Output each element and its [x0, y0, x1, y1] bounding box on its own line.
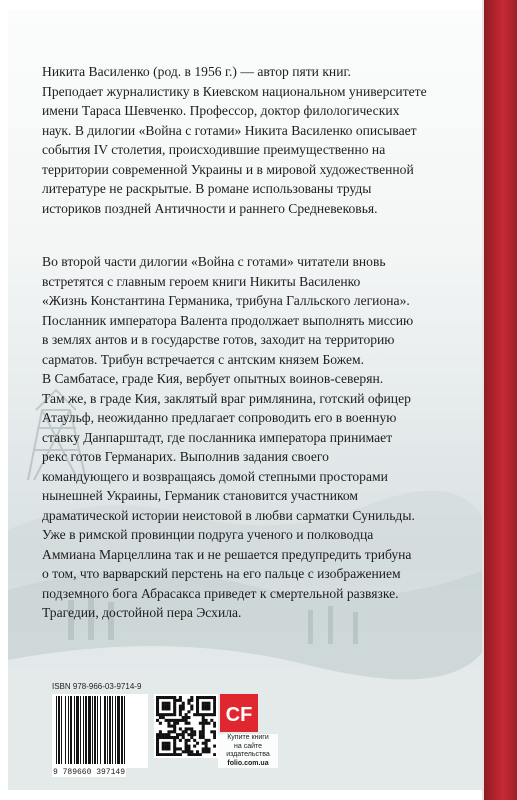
barcode-bar — [112, 696, 113, 764]
qr-module — [185, 719, 188, 722]
barcode-bar — [94, 696, 96, 764]
qr-module — [199, 733, 202, 736]
qr-module — [173, 722, 176, 725]
qr-module — [196, 710, 199, 713]
publisher-logo — [220, 694, 258, 732]
qr-module — [196, 707, 199, 710]
qr-module — [179, 739, 182, 742]
qr-module — [196, 699, 199, 702]
qr-module — [167, 747, 170, 750]
qr-module — [182, 750, 185, 753]
annotation-line: события IV столетия, происходившие преимущественно на — [42, 142, 386, 157]
qr-module — [165, 745, 168, 748]
qr-module — [196, 705, 199, 708]
qr-module — [205, 739, 208, 742]
qr-module — [187, 747, 190, 750]
qr-module — [173, 727, 176, 730]
qr-module — [170, 713, 173, 716]
qr-module — [179, 727, 182, 730]
qr-module — [207, 713, 210, 716]
qr-module — [205, 702, 208, 705]
qr-module — [187, 727, 190, 730]
qr-module — [159, 753, 162, 756]
qr-module — [202, 747, 205, 750]
qr-module — [182, 730, 185, 733]
qr-module — [187, 739, 190, 742]
qr-module — [173, 730, 176, 733]
qr-module — [185, 745, 188, 748]
qr-module — [167, 753, 170, 756]
qr-module — [207, 722, 210, 725]
qr-module — [167, 725, 170, 728]
qr-module — [165, 736, 168, 739]
qr-module — [176, 736, 179, 739]
qr-module — [202, 742, 205, 745]
qr-module — [187, 702, 190, 705]
qr-module — [167, 730, 170, 733]
qr-module — [173, 725, 176, 728]
qr-module — [162, 716, 165, 719]
qr-module — [162, 753, 165, 756]
qr-module — [165, 702, 168, 705]
barcode-bar — [107, 696, 108, 764]
publisher-logo-letters: CF — [225, 704, 253, 726]
qr-module — [162, 696, 165, 699]
qr-module — [193, 745, 196, 748]
qr-module — [199, 713, 202, 716]
qr-module — [156, 702, 159, 705]
qr-module — [167, 713, 170, 716]
qr-module — [167, 719, 170, 722]
qr-module — [210, 696, 213, 699]
qr-module — [170, 730, 173, 733]
qr-module — [156, 742, 159, 745]
qr-module — [213, 733, 216, 736]
qr-module — [182, 702, 185, 705]
synopsis-line: нынешней Украины, Германик становится участником — [42, 488, 359, 503]
qr-module — [190, 696, 193, 699]
qr-code — [154, 694, 218, 758]
qr-module — [182, 707, 185, 710]
qr-module — [185, 722, 188, 725]
barcode-area — [52, 682, 282, 780]
qr-module — [156, 750, 159, 753]
synopsis-line: Трагедии, достойной пера Эсхила. — [42, 605, 242, 620]
qr-module — [196, 696, 199, 699]
qr-module — [213, 707, 216, 710]
qr-module — [165, 733, 168, 736]
qr-module — [207, 739, 210, 742]
qr-module — [190, 750, 193, 753]
qr-module — [199, 730, 202, 733]
qr-module — [165, 713, 168, 716]
qr-module — [213, 745, 216, 748]
qr-module — [185, 750, 188, 753]
qr-module — [207, 705, 210, 708]
qr-module — [173, 702, 176, 705]
qr-module — [213, 722, 216, 725]
synopsis-line: Атаульф, неожиданно предлагает сопроводить его в военную — [42, 410, 397, 425]
qr-module — [185, 713, 188, 716]
qr-module — [156, 753, 159, 756]
qr-module — [173, 753, 176, 756]
annotation-line: историков поздней Античности и раннего Средневековья. — [42, 200, 378, 216]
annotation-line: наук. В дилогии «Война с готами» Никита Василенко описывает — [42, 122, 417, 138]
qr-module — [213, 725, 216, 728]
qr-module — [187, 722, 190, 725]
qr-module — [165, 705, 168, 708]
qr-module — [207, 702, 210, 705]
qr-module — [179, 747, 182, 750]
qr-module — [179, 713, 182, 716]
synopsis-line: встретятся с главным героем книги Никиты Василенко — [42, 273, 361, 289]
qr-module — [213, 705, 216, 708]
qr-module — [167, 736, 170, 739]
qr-module — [205, 745, 208, 748]
publisher-line: издательства — [226, 751, 270, 758]
qr-module — [182, 719, 185, 722]
qr-module — [176, 753, 179, 756]
qr-module — [162, 707, 165, 710]
qr-module — [185, 739, 188, 742]
qr-module — [167, 722, 170, 725]
qr-module — [202, 750, 205, 753]
qr-module — [199, 736, 202, 739]
barcode-bar — [121, 696, 123, 764]
qr-module — [176, 699, 179, 702]
qr-module — [156, 705, 159, 708]
qr-module — [187, 745, 190, 748]
qr-module — [202, 733, 205, 736]
qr-module — [167, 696, 170, 699]
qr-module — [167, 702, 170, 705]
qr-module — [190, 733, 193, 736]
barcode-bar — [61, 696, 62, 764]
synopsis-line: Во второй части дилогии «Война с готами» читатели вновь — [42, 254, 386, 269]
qr-module — [173, 696, 176, 699]
qr-module — [193, 739, 196, 742]
qr-module — [213, 730, 216, 733]
qr-module — [156, 707, 159, 710]
qr-module — [170, 725, 173, 728]
qr-module — [165, 707, 168, 710]
qr-module — [179, 705, 182, 708]
qr-module — [182, 736, 185, 739]
qr-module — [213, 710, 216, 713]
qr-module — [159, 722, 162, 725]
synopsis-line: Там же, в граде Кия, заклятый враг римлянина, готский офицер — [42, 390, 411, 406]
qr-module — [207, 707, 210, 710]
qr-module — [210, 719, 213, 722]
qr-module — [193, 713, 196, 716]
qr-module — [190, 707, 193, 710]
qr-module — [205, 722, 208, 725]
qr-module — [179, 719, 182, 722]
qr-module — [165, 719, 168, 722]
qr-module — [185, 716, 188, 719]
qr-module — [179, 733, 182, 736]
synopsis-line: в землях антов и в государстве готов, заходит на территорию — [42, 332, 395, 347]
qr-module — [213, 699, 216, 702]
qr-module — [162, 736, 165, 739]
qr-module — [156, 710, 159, 713]
book-spine — [484, 0, 517, 800]
qr-module — [173, 713, 176, 716]
synopsis-line: сарматов. Трибун встречается с антским князем Божем. — [42, 351, 364, 367]
synopsis-line: В Самбатасе, граде Кия, вербует опытных воинов-северян. — [42, 371, 384, 386]
qr-module — [167, 733, 170, 736]
synopsis-line: командующего и возвращаясь домой степными просторами — [42, 468, 388, 484]
qr-module — [199, 722, 202, 725]
qr-module — [196, 753, 199, 756]
qr-module — [162, 702, 165, 705]
qr-module — [159, 716, 162, 719]
qr-module — [213, 702, 216, 705]
qr-module — [182, 705, 185, 708]
qr-module — [187, 753, 190, 756]
qr-module — [156, 745, 159, 748]
annotation-line: Преподает журналистику в Киевском национальном университете — [42, 83, 427, 99]
qr-module — [202, 705, 205, 708]
qr-module — [193, 753, 196, 756]
barcode-bar — [117, 696, 120, 764]
qr-module — [202, 727, 205, 730]
barcode-bar — [80, 696, 81, 764]
qr-module — [156, 736, 159, 739]
qr-module — [187, 733, 190, 736]
qr-module — [162, 713, 165, 716]
qr-module — [213, 713, 216, 716]
qr-module — [173, 750, 176, 753]
synopsis-line: рекс готов Германарих. Выполнив задания своего — [42, 449, 329, 464]
qr-module — [205, 750, 208, 753]
qr-module — [202, 702, 205, 705]
qr-module — [167, 707, 170, 710]
cover-background — [8, 10, 484, 790]
qr-module — [207, 696, 210, 699]
qr-module — [202, 707, 205, 710]
qr-module — [156, 696, 159, 699]
qr-module — [159, 696, 162, 699]
qr-module — [213, 753, 216, 756]
isbn-label: ISBN 978-966-03-9714-9 — [52, 682, 142, 691]
barcode-bar — [76, 696, 79, 764]
qr-module — [190, 736, 193, 739]
synopsis-line: Аммиана Марцеллина так и не решается предупредить трибуна — [42, 546, 412, 562]
synopsis-line: Посланник императора Валента продолжает выполнять миссию — [42, 312, 414, 328]
qr-module — [173, 742, 176, 745]
qr-module — [202, 722, 205, 725]
qr-module — [170, 696, 173, 699]
barcode-digits: 9 789660 397149 — [53, 768, 126, 777]
qr-module — [187, 710, 190, 713]
synopsis-line: драматической истории неистовой в любви сарматки Сунильды. — [42, 507, 415, 523]
barcode-bar — [104, 696, 106, 764]
synopsis-line: Уже в римской провинции подруга ученого и полководца — [42, 527, 374, 542]
qr-module — [187, 716, 190, 719]
qr-module — [173, 705, 176, 708]
qr-module — [205, 719, 208, 722]
qr-module — [179, 707, 182, 710]
synopsis-line: ставку Данпарштадт, где посланника императора принимает — [42, 429, 393, 445]
qr-module — [205, 705, 208, 708]
barcode-bar — [85, 696, 87, 764]
qr-module — [205, 742, 208, 745]
qr-module — [179, 753, 182, 756]
qr-module — [185, 730, 188, 733]
qr-module — [179, 696, 182, 699]
qr-module — [173, 745, 176, 748]
qr-module — [176, 747, 179, 750]
qr-module — [210, 730, 213, 733]
qr-module — [156, 699, 159, 702]
qr-module — [173, 710, 176, 713]
qr-module — [167, 742, 170, 745]
barcode-bar — [58, 696, 60, 764]
qr-module — [202, 716, 205, 719]
qr-module — [173, 739, 176, 742]
qr-module — [182, 733, 185, 736]
barcode-bar — [97, 696, 98, 764]
qr-module — [193, 733, 196, 736]
qr-module — [185, 742, 188, 745]
qr-module — [202, 713, 205, 716]
qr-module — [190, 727, 193, 730]
qr-module — [202, 730, 205, 733]
qr-module — [205, 707, 208, 710]
qr-module — [156, 719, 159, 722]
author-annotation — [42, 62, 484, 218]
qr-module — [173, 747, 176, 750]
qr-module — [156, 733, 159, 736]
barcode-image — [52, 694, 148, 768]
annotation-line: территории современной Украины и в мировой художественной — [42, 161, 414, 177]
annotation-line: Никита Василенко (род. в 1956 г.) — автор пяти книг. — [42, 64, 351, 79]
publisher-website: folio.com.ua — [227, 759, 269, 767]
qr-module — [165, 753, 168, 756]
qr-module — [165, 747, 168, 750]
book-synopsis — [42, 252, 484, 623]
qr-module — [205, 713, 208, 716]
qr-module — [190, 699, 193, 702]
barcode-bar — [109, 696, 111, 764]
qr-module — [202, 696, 205, 699]
qr-module — [162, 705, 165, 708]
qr-module — [159, 733, 162, 736]
qr-module — [170, 736, 173, 739]
qr-module — [156, 747, 159, 750]
qr-module — [196, 702, 199, 705]
qr-module — [173, 719, 176, 722]
qr-module — [179, 710, 182, 713]
barcode-bar — [74, 696, 75, 764]
qr-module — [173, 736, 176, 739]
qr-module — [167, 705, 170, 708]
qr-module — [185, 747, 188, 750]
qr-module — [165, 696, 168, 699]
qr-module — [207, 747, 210, 750]
barcode-bar — [100, 696, 101, 764]
qr-module — [185, 727, 188, 730]
barcode-bar — [56, 696, 57, 764]
qr-module — [165, 742, 168, 745]
qr-module — [162, 733, 165, 736]
qr-module — [187, 699, 190, 702]
qr-module — [170, 719, 173, 722]
qr-module — [156, 739, 159, 742]
qr-module — [173, 699, 176, 702]
qr-module — [193, 730, 196, 733]
barcode-bar — [124, 696, 125, 764]
synopsis-line: подземного бога Абрасакса приведет к смертельной развязке. — [42, 585, 399, 601]
qr-module — [202, 725, 205, 728]
qr-module — [199, 696, 202, 699]
synopsis-line: о том, что варварский перстень на его пальце с изображением — [42, 566, 401, 581]
qr-module — [182, 716, 185, 719]
annotation-line: литературе не раскрытые. В романе использованы труды — [42, 181, 372, 196]
qr-module — [159, 730, 162, 733]
qr-module — [162, 745, 165, 748]
qr-module — [179, 699, 182, 702]
qr-module — [176, 719, 179, 722]
barcode-bar — [68, 696, 69, 764]
qr-module — [156, 713, 159, 716]
qr-module — [207, 750, 210, 753]
qr-module — [167, 745, 170, 748]
qr-module — [187, 750, 190, 753]
barcode-bar — [83, 696, 84, 764]
barcode-bar — [70, 696, 72, 764]
qr-module — [190, 730, 193, 733]
qr-module — [196, 713, 199, 716]
barcode-bar — [92, 696, 93, 764]
annotation-line: имени Тараса Шевченко. Профессор, доктор филологических — [42, 103, 400, 118]
qr-module — [170, 753, 173, 756]
publisher-info — [218, 734, 278, 768]
qr-module — [196, 742, 199, 745]
qr-module — [196, 750, 199, 753]
qr-module — [205, 696, 208, 699]
qr-module — [176, 722, 179, 725]
qr-module — [159, 713, 162, 716]
qr-module — [190, 705, 193, 708]
barcode-bar — [65, 696, 66, 764]
barcode-bar — [88, 696, 91, 764]
qr-module — [205, 747, 208, 750]
qr-module — [190, 753, 193, 756]
qr-module — [202, 719, 205, 722]
publisher-line: Купите книги — [227, 734, 269, 741]
qr-module — [202, 736, 205, 739]
qr-module — [159, 736, 162, 739]
publisher-line: на сайте — [233, 742, 263, 750]
qr-module — [213, 736, 216, 739]
barcode-bar — [115, 696, 116, 764]
synopsis-line: «Жизнь Константина Германика, трибуна Галльского легиона». — [42, 293, 410, 308]
qr-module — [199, 753, 202, 756]
qr-module — [213, 696, 216, 699]
qr-module — [162, 742, 165, 745]
qr-module — [176, 733, 179, 736]
qr-module — [210, 713, 213, 716]
qr-module — [173, 707, 176, 710]
qr-module — [162, 747, 165, 750]
